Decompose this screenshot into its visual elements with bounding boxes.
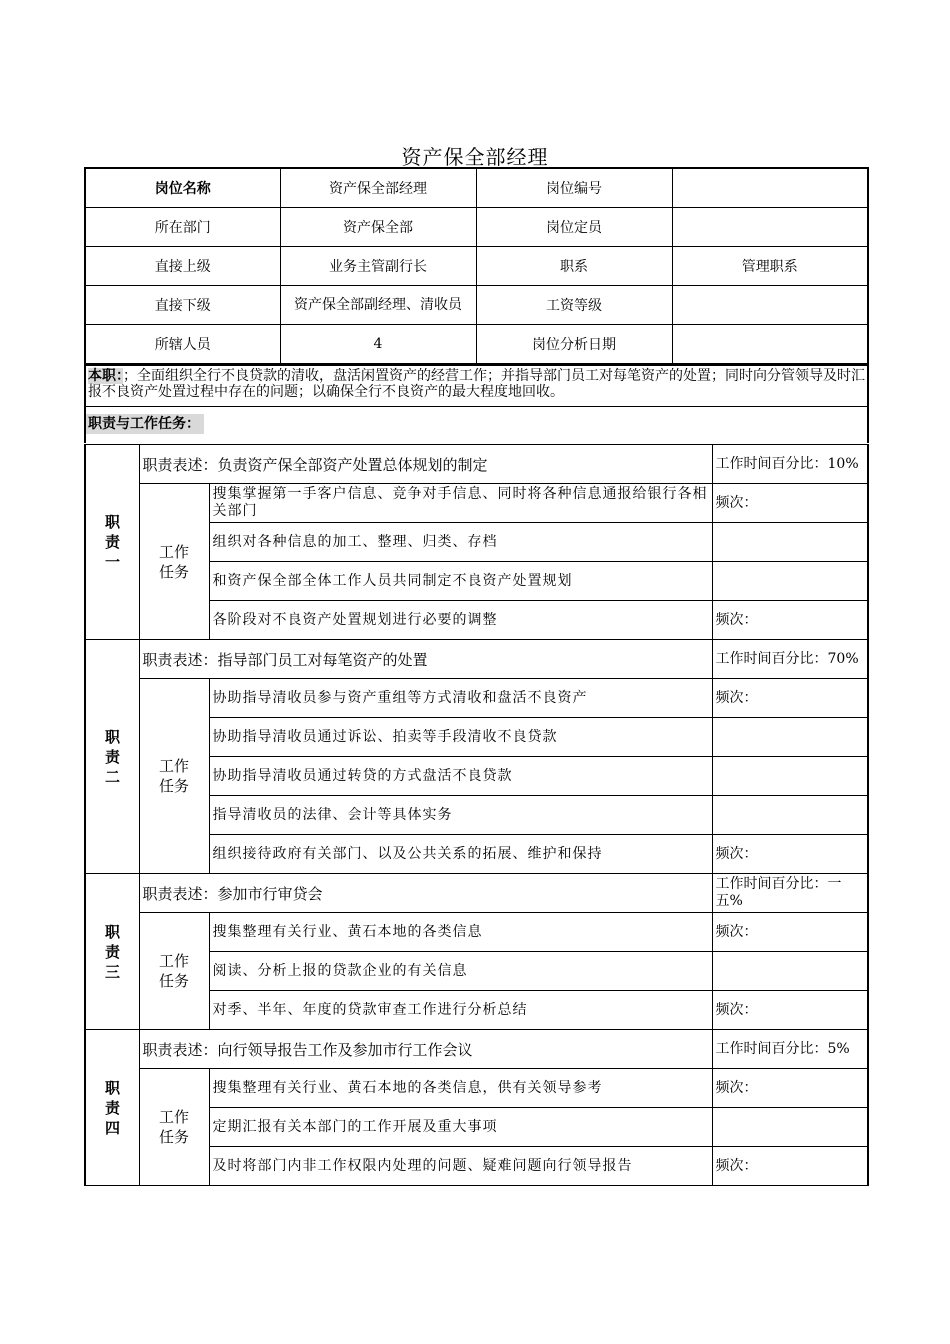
- info-label: 工资等级: [476, 286, 672, 325]
- duty-description: 职责表述：向行领导报告工作及参加市行工作会议: [139, 1030, 712, 1069]
- duty-label: 职责三: [85, 874, 139, 1030]
- info-row: [85, 286, 868, 325]
- info-value: 资产保全部经理: [280, 168, 476, 208]
- duties-table: [84, 444, 869, 1186]
- task-frequency: [712, 757, 868, 796]
- task-item: 搜集掌握第一手客户信息、竞争对手信息、同时将各种信息通报给银行各相关部门: [209, 484, 712, 523]
- task-row: [85, 679, 868, 718]
- task-item: 协助指导清收员通过转贷的方式盘活不良贷款: [209, 757, 712, 796]
- task-frequency: [712, 796, 868, 835]
- task-frequency: [712, 718, 868, 757]
- info-label: 直接上级: [85, 247, 280, 286]
- task-frequency: 频次：: [712, 1147, 868, 1186]
- task-label: 工作任务: [139, 913, 209, 1030]
- info-row: [85, 168, 868, 208]
- task-row: [85, 913, 868, 952]
- duty-desc-row: [85, 640, 868, 679]
- info-label: 职系: [476, 247, 672, 286]
- task-frequency: 频次：: [712, 991, 868, 1030]
- task-item: 阅读、分析上报的贷款企业的有关信息: [209, 952, 712, 991]
- task-frequency: [712, 562, 868, 601]
- info-label: 岗位名称: [85, 168, 280, 208]
- duty-label: 职责二: [85, 640, 139, 874]
- task-row: [85, 484, 868, 523]
- info-label: 所在部门: [85, 208, 280, 247]
- page-title: 资产保全部经理: [401, 145, 549, 169]
- info-value: 资产保全部: [280, 208, 476, 247]
- section-header: [84, 405, 869, 443]
- task-frequency: [712, 523, 868, 562]
- info-row: [85, 208, 868, 247]
- task-item: 对季、半年、年度的贷款审查工作进行分析总结: [209, 991, 712, 1030]
- task-frequency: 频次：: [712, 913, 868, 952]
- task-item: 各阶段对不良资产处置规划进行必要的调整: [209, 601, 712, 640]
- info-label: 岗位定员: [476, 208, 672, 247]
- task-item: 协助指导清收员通过诉讼、拍卖等手段清收不良贷款: [209, 718, 712, 757]
- task-frequency: 频次：: [712, 484, 868, 523]
- task-frequency: [712, 1108, 868, 1147]
- task-item: 搜集整理有关行业、黄石本地的各类信息，供有关领导参考: [209, 1069, 712, 1108]
- info-value: [672, 208, 868, 247]
- info-label: 直接下级: [85, 286, 280, 325]
- info-value: [672, 168, 868, 208]
- task-item: 组织对各种信息的加工、整理、归类、存档: [209, 523, 712, 562]
- task-item: 组织接待政府有关部门、以及公共关系的拓展、维护和保持: [209, 835, 712, 874]
- task-item: 协助指导清收员参与资产重组等方式清收和盘活不良资产: [209, 679, 712, 718]
- summary-label: 本职：: [88, 368, 123, 384]
- task-label: 工作任务: [139, 1069, 209, 1186]
- task-item: 和资产保全部全体工作人员共同制定不良资产处置规划: [209, 562, 712, 601]
- task-label: 工作任务: [139, 679, 209, 874]
- info-label: 所辖人员: [85, 325, 280, 364]
- task-item: 定期汇报有关本部门的工作开展及重大事项: [209, 1108, 712, 1147]
- summary-text: ；全面组织全行不良贷款的清收，盘活闲置资产的经营工作；并指导部门员工对每笔资产的处置；同时向分管领导及时汇报不良资产处置过程中存在的问题；以确保全行不良资产的最大程度地回收。: [88, 368, 865, 400]
- info-value: [672, 286, 868, 325]
- position-info-table: [84, 167, 869, 364]
- task-frequency: 频次：: [712, 1069, 868, 1108]
- duty-desc-row: [85, 1030, 868, 1069]
- task-item: 搜集整理有关行业、黄石本地的各类信息: [209, 913, 712, 952]
- task-item: 指导清收员的法律、会计等具体实务: [209, 796, 712, 835]
- task-label: 工作任务: [139, 484, 209, 640]
- duty-desc-row: [85, 445, 868, 484]
- info-row: [85, 247, 868, 286]
- info-value: 管理职系: [672, 247, 868, 286]
- task-row: [85, 1069, 868, 1108]
- info-row: [85, 325, 868, 364]
- time-percentage: 工作时间百分比：70%: [712, 640, 868, 679]
- duty-label: 职责四: [85, 1030, 139, 1186]
- duty-description: 职责表述：负责资产保全部资产处置总体规划的制定: [139, 445, 712, 484]
- duty-desc-row: [85, 874, 868, 913]
- task-frequency: 频次：: [712, 679, 868, 718]
- info-value: 4: [280, 325, 476, 364]
- info-value: 资产保全部副经理、清收员: [280, 286, 476, 325]
- duty-label: 职责一: [85, 445, 139, 640]
- info-label: 岗位分析日期: [476, 325, 672, 364]
- job-summary: [84, 364, 869, 407]
- duty-description: 职责表述：指导部门员工对每笔资产的处置: [139, 640, 712, 679]
- info-value: [672, 325, 868, 364]
- section-title: 职责与工作任务：: [86, 414, 204, 434]
- duty-description: 职责表述：参加市行审贷会: [139, 874, 712, 913]
- task-frequency: 频次：: [712, 601, 868, 640]
- task-item: 及时将部门内非工作权限内处理的问题、疑难问题向行领导报告: [209, 1147, 712, 1186]
- info-value: 业务主管副行长: [280, 247, 476, 286]
- time-percentage: 工作时间百分比：一五%: [712, 874, 868, 913]
- time-percentage: 工作时间百分比：5%: [712, 1030, 868, 1069]
- info-label: 岗位编号: [476, 168, 672, 208]
- task-frequency: 频次：: [712, 835, 868, 874]
- task-frequency: [712, 952, 868, 991]
- time-percentage: 工作时间百分比：10%: [712, 445, 868, 484]
